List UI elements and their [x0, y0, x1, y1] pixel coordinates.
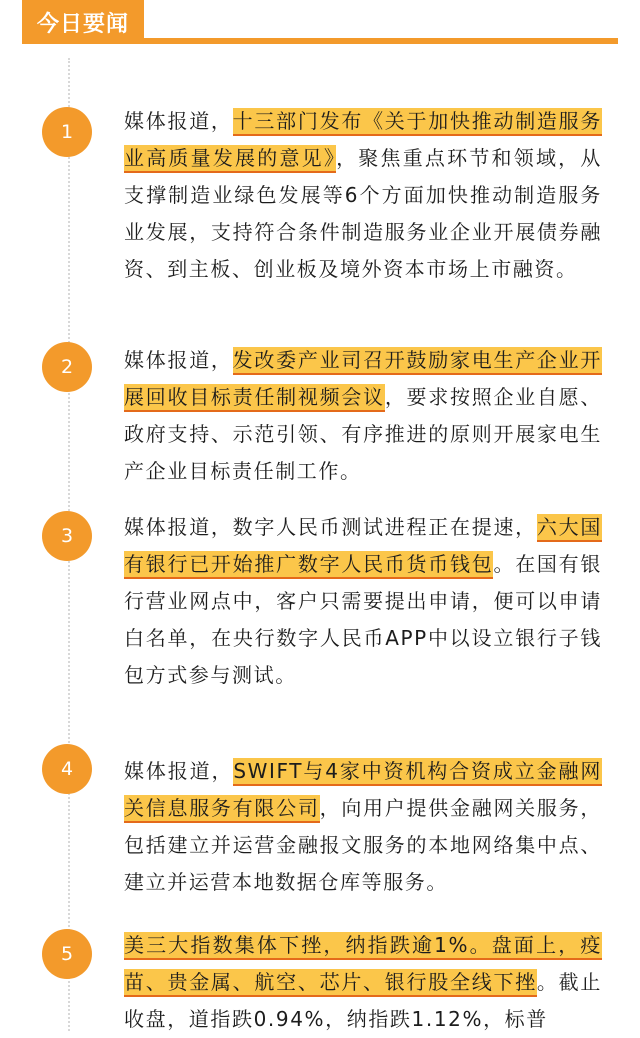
section-title: 今日要闻 — [22, 0, 144, 44]
news-text-body: ，要求按照企业自愿、政府支持、示范引领、有序推进的原则开展家电生产企业目标责任制工作。 — [124, 385, 603, 483]
section-header — [0, 0, 640, 50]
news-text — [124, 509, 602, 694]
item-number-badge: 1 — [42, 107, 92, 157]
news-text-prefix: 媒体报道， — [124, 109, 233, 133]
news-text — [124, 753, 602, 901]
news-text-prefix: 媒体报道， — [124, 348, 233, 372]
news-highlight: 十三部门发布《关于加快推动制造服务业高质量发展的意见》 — [124, 108, 602, 173]
news-text-body: ，向用户提供金融网关服务，包括建立并运营金融报文服务的本地网络集中点、建立并运营本地数据仓库等服务。 — [124, 796, 602, 894]
news-highlight: 美三大指数集体下挫，纳指跌逾1%。盘面上，疫苗、贵金属、航空、芯片、银行股全线下挫 — [124, 932, 602, 997]
item-number-badge: 3 — [42, 511, 92, 561]
news-text-body: 。在国有银行营业网点中，客户只需要提出申请，便可以申请白名单，在央行数字人民币APP中以设立银行子钱包方式参与测试。 — [124, 552, 603, 687]
news-text-prefix: 媒体报道，数字人民币测试进程正在提速， — [124, 515, 537, 539]
item-number-badge: 5 — [42, 929, 92, 979]
item-number-badge: 2 — [42, 342, 92, 392]
news-text — [124, 103, 602, 288]
news-highlight: SWIFT与4家中资机构合资成立金融网关信息服务有限公司 — [124, 758, 602, 823]
news-text-prefix: 媒体报道， — [124, 759, 234, 783]
news-text-body: ，聚焦重点环节和领域，从支撑制造业绿色发展等6个方面加快推动制造服务业发展，支持符合条件制造服务业企业开展债券融资、到主板、创业板及境外资本市场上市融资。 — [124, 146, 602, 281]
news-highlight: 六大国有银行已开始推广数字人民币货币钱包 — [124, 514, 602, 579]
news-highlight: 发改委产业司召开鼓励家电生产企业开展回收目标责任制视频会议 — [124, 347, 602, 412]
item-number-badge: 4 — [42, 744, 92, 794]
news-text-body: 。截止收盘，道指跌0.94%，纳指跌1.12%，标普 — [124, 970, 602, 1031]
news-text — [124, 342, 602, 490]
news-text — [124, 927, 602, 1038]
